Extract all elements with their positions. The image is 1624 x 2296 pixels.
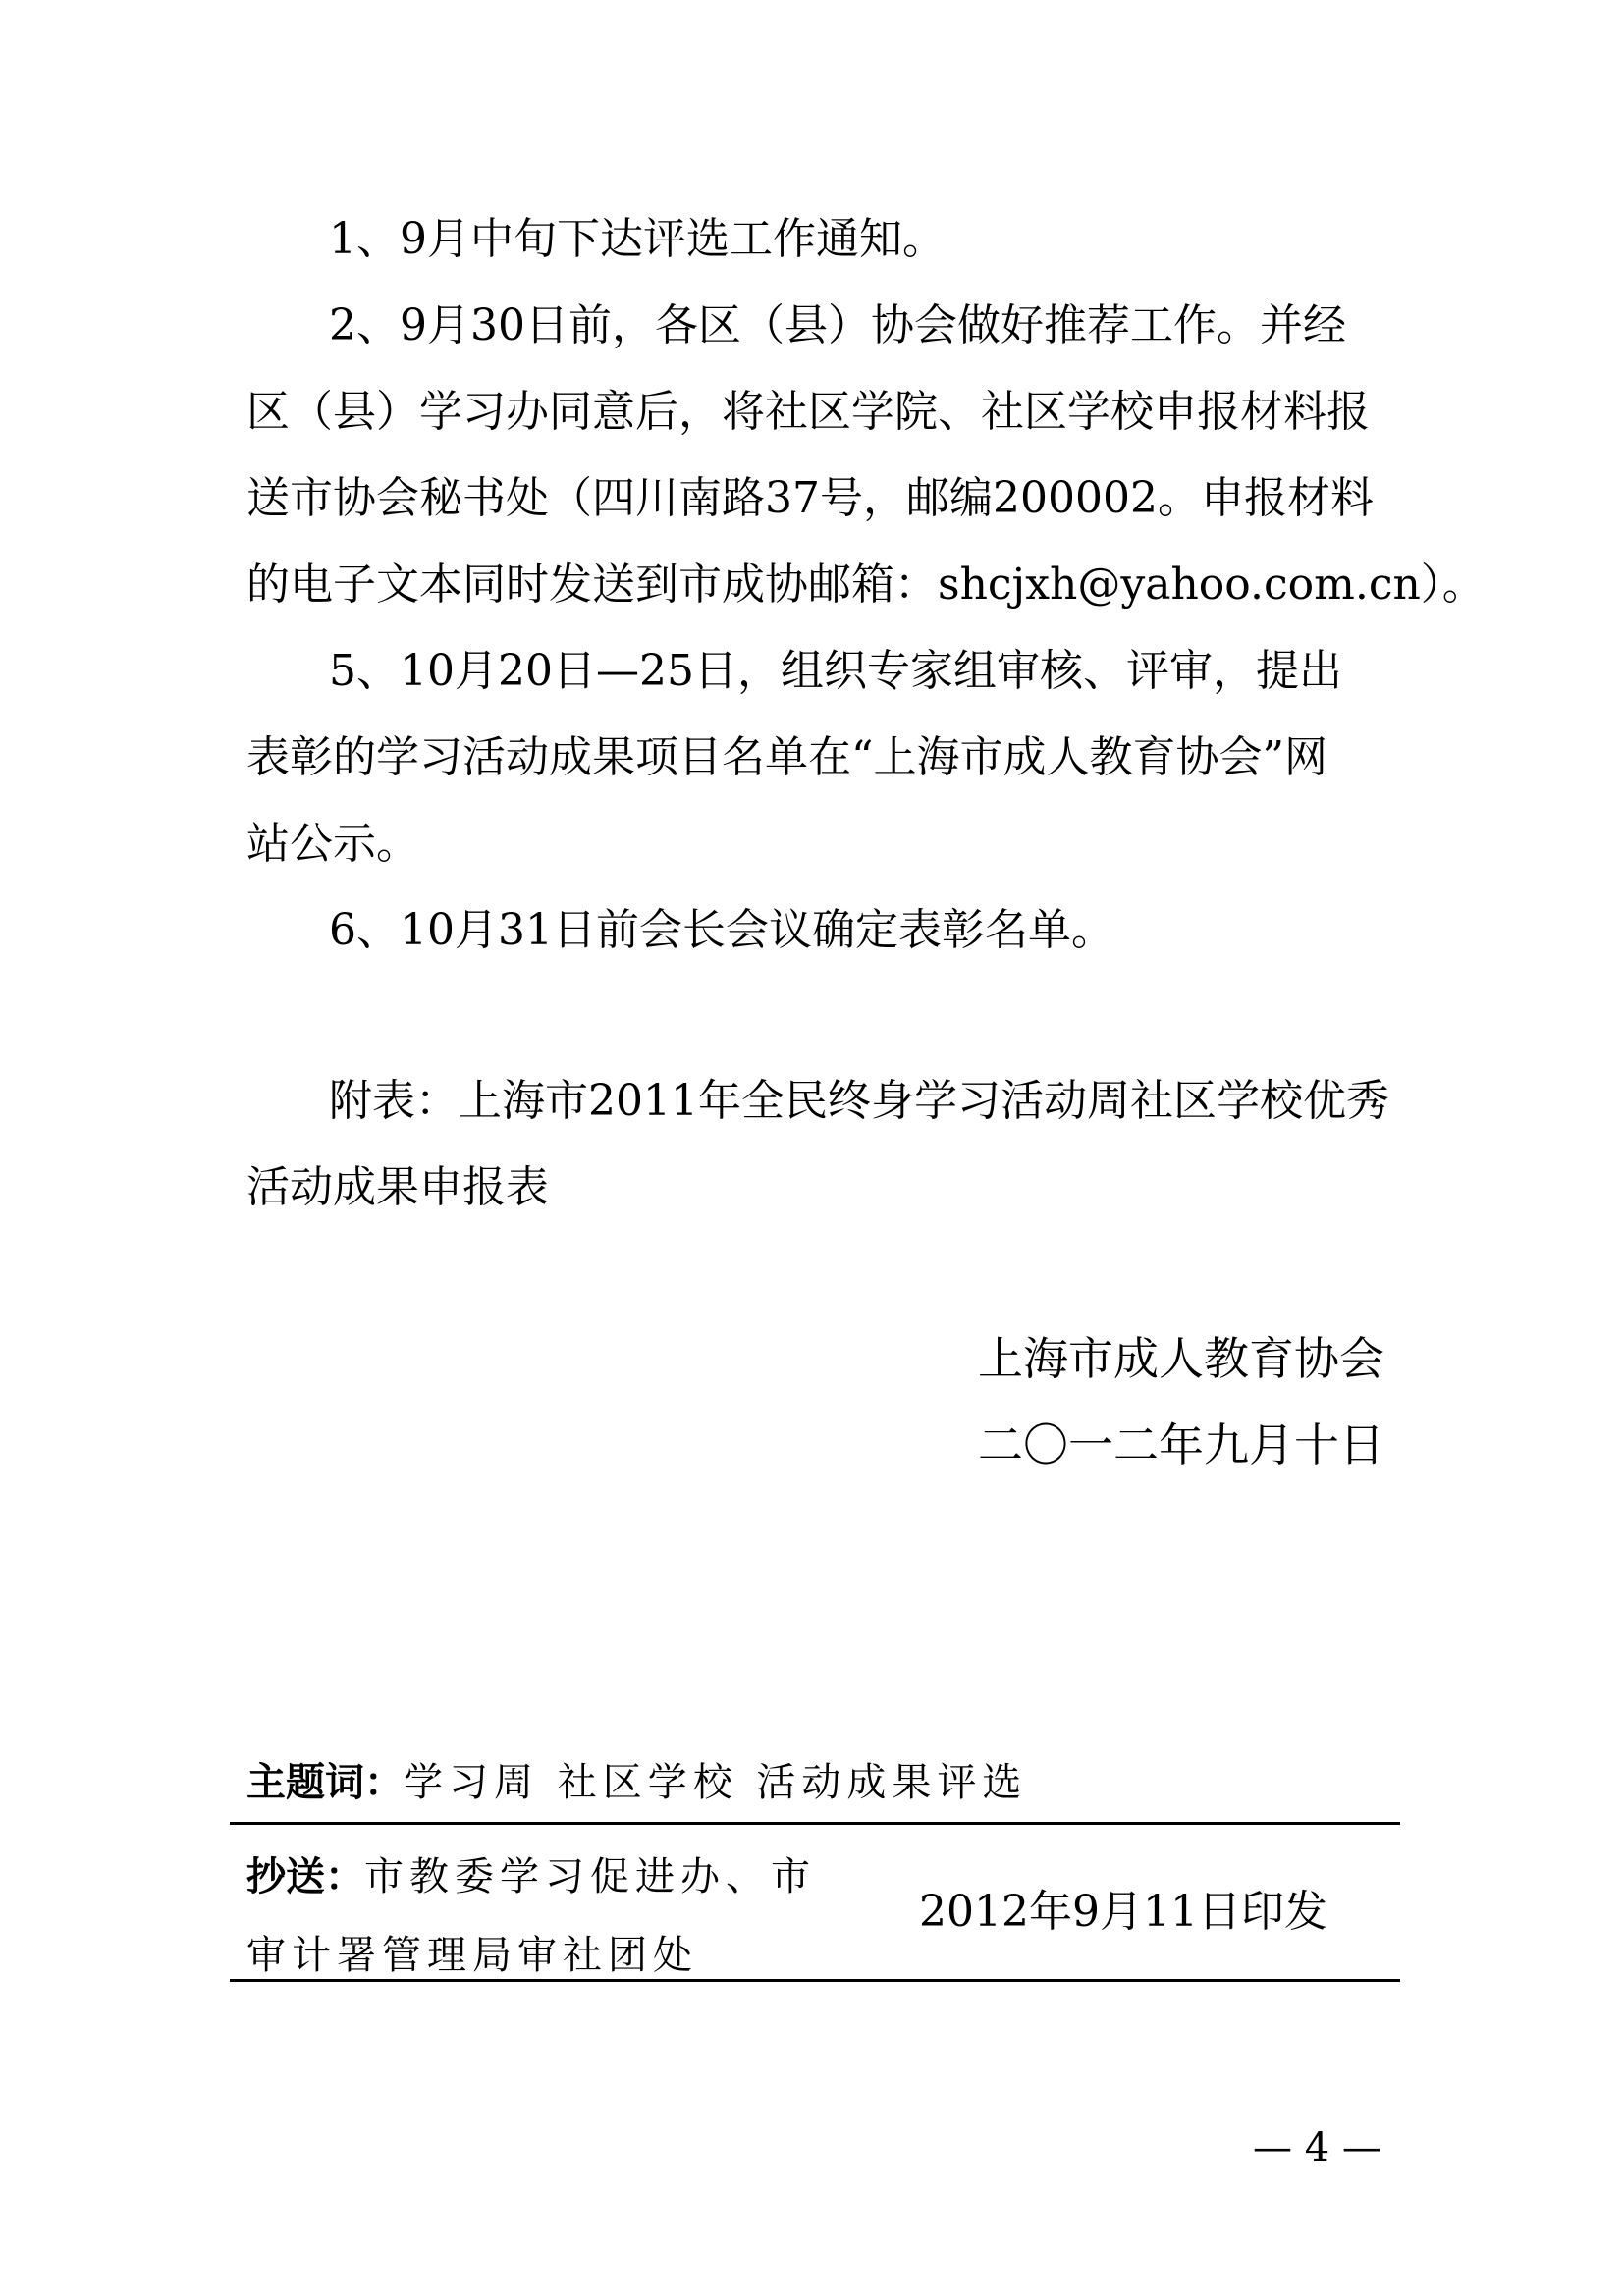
- body-line-9: 6、10月31日前会长会议确定表彰名单。: [329, 905, 1114, 955]
- signature-date: 二〇一二年九月十日: [978, 1418, 1384, 1471]
- footer-rule-bottom: [230, 1979, 1400, 1982]
- signature-org: 上海市成人教育协会: [978, 1332, 1384, 1385]
- body-line-4: 送市协会秘书处（四川南路37号，邮编200002。申报材料: [246, 473, 1374, 523]
- keywords-row: [246, 1753, 1027, 1812]
- cc-row-2: [246, 1926, 698, 1985]
- body-line-8: 站公示。: [246, 819, 419, 869]
- cc-line-2: 审计署管理局审社团处: [246, 1933, 698, 1978]
- attachment-line-2: 活动成果申报表: [246, 1162, 549, 1212]
- cc-label: 抄送：: [246, 1853, 364, 1899]
- body-line-2: 2、9月30日前，各区（县）协会做好推荐工作。并经: [329, 300, 1346, 350]
- page-number: — 4 —: [1253, 2125, 1381, 2170]
- cc-row-1: [246, 1847, 816, 1906]
- footer-rule-top: [230, 1822, 1400, 1825]
- body-line-1: 1、9月中旬下达评选工作通知。: [329, 214, 946, 264]
- cc-line-1: 市教委学习促进办、市: [364, 1854, 816, 1899]
- print-date: 2012年9月11日印发: [919, 1887, 1327, 1937]
- body-line-6: 5、10月20日—25日，组织专家组审核、评审，提出: [329, 646, 1342, 696]
- keywords-label: 主题词：: [246, 1759, 404, 1805]
- keywords-text: 学习周 社区学校 活动成果评选: [404, 1760, 1028, 1805]
- body-line-3: 区（县）学习办同意后，将社区学院、社区学校申报材料报: [246, 387, 1370, 437]
- body-line-7: 表彰的学习活动成果项目名单在“上海市成人教育协会”网: [246, 732, 1327, 782]
- attachment-line-1: 附表：上海市2011年全民终身学习活动周社区学校优秀: [329, 1076, 1389, 1126]
- body-line-5: 的电子文本同时发送到市成协邮箱：shcjxh@yahoo.com.cn）。: [246, 560, 1486, 610]
